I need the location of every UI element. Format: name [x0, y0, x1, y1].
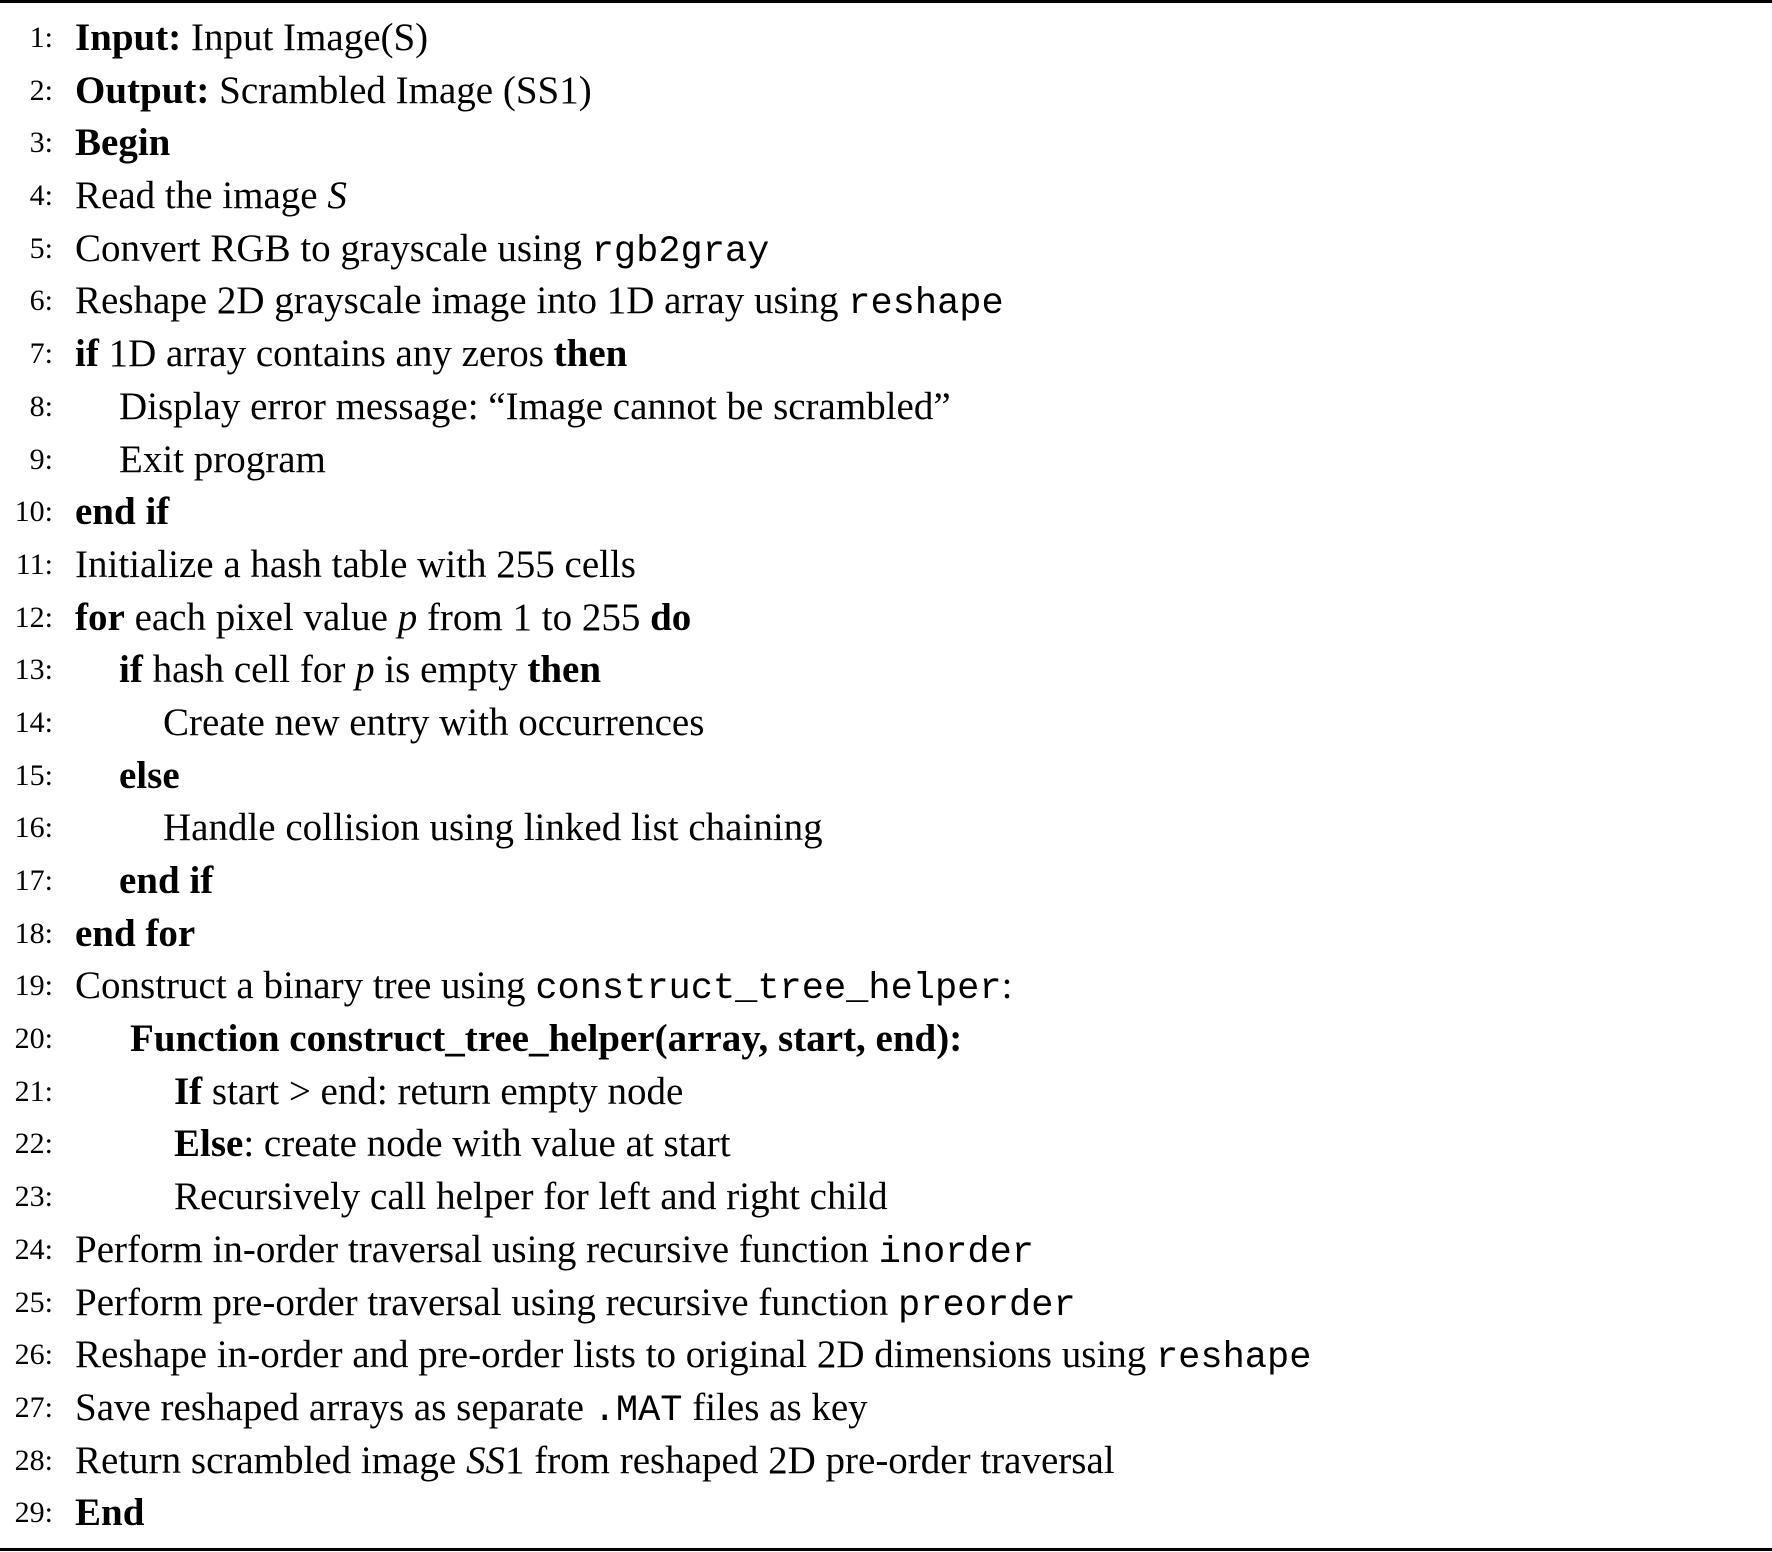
algorithm-line [0, 1277, 1772, 1330]
keyword: end if [119, 859, 214, 902]
algorithm-line [0, 170, 1772, 223]
line-number: 3: [29, 126, 53, 160]
text-segment: Read the image [75, 174, 328, 218]
algorithm-line [0, 275, 1772, 328]
line-text [75, 1224, 1034, 1280]
text-segment: Perform pre-order traversal using recursive function [75, 1280, 899, 1324]
text-segment: Convert RGB to grayscale using [75, 226, 592, 270]
line-text [75, 1487, 144, 1540]
algorithm-line [0, 1487, 1772, 1540]
text-segment: Recursively call helper for left and right child [174, 1175, 888, 1219]
line-text [119, 750, 180, 803]
line-number: 28: [14, 1443, 53, 1477]
algorithm-line [0, 1013, 1772, 1066]
text-segment: Perform in-order traversal using recursive function [75, 1227, 879, 1271]
algorithm-line [0, 65, 1772, 118]
line-text [119, 381, 951, 434]
math-variable: p [397, 595, 418, 639]
line-text [75, 223, 769, 279]
keyword: for [75, 595, 125, 639]
text-segment: Create new entry with occurrences [163, 700, 705, 744]
line-text [75, 65, 592, 118]
algorithm-line [0, 1224, 1772, 1277]
line-text [75, 12, 428, 65]
text-segment: Reshape in-order and pre-order lists to original 2D dimensions using [75, 1333, 1156, 1377]
line-number: 27: [14, 1390, 53, 1424]
algorithm-line [0, 117, 1772, 170]
text-segment: hash cell for [142, 648, 356, 692]
keyword: if [75, 332, 99, 376]
line-number: 20: [14, 1022, 53, 1056]
line-number: 5: [29, 231, 53, 265]
algorithm-line [0, 592, 1772, 645]
line-text [75, 117, 170, 170]
line-number: 12: [14, 600, 53, 634]
line-number: 10: [14, 495, 53, 529]
line-number: 1: [29, 21, 53, 54]
keyword: then [553, 332, 628, 376]
math-variable: S [327, 174, 347, 218]
line-number: 22: [14, 1127, 53, 1161]
keyword: Input: [75, 16, 182, 59]
line-text [119, 644, 601, 697]
code-identifier: reshape [848, 283, 1004, 326]
line-number: 21: [14, 1074, 53, 1108]
line-text [75, 486, 169, 539]
algorithm-line [0, 223, 1772, 276]
keyword: End [75, 1491, 145, 1535]
line-number: 17: [14, 864, 53, 897]
code-identifier: rgb2gray [591, 230, 770, 273]
line-text [75, 960, 1012, 1016]
algorithm-line [0, 486, 1772, 539]
algorithm-line [0, 1118, 1772, 1171]
line-number: 13: [14, 653, 53, 687]
line-number: 14: [14, 705, 53, 739]
algorithm-line [0, 644, 1772, 697]
line-text [75, 1329, 1311, 1385]
line-text [75, 1382, 868, 1438]
line-number: 15: [14, 758, 53, 792]
line-number: 19: [14, 969, 53, 1003]
algorithm-block [0, 12, 1772, 1540]
line-number: 26: [14, 1338, 53, 1372]
text-segment: Reshape 2D grayscale image into 1D array using [75, 279, 849, 323]
keyword: Function construct_tree_helper(array, start, end): [130, 1017, 963, 1061]
keyword: end for [75, 911, 196, 955]
line-number: 16: [14, 811, 53, 845]
line-number: 18: [14, 916, 53, 950]
algorithm-line [0, 1382, 1772, 1435]
text-segment: 1D array contains any zeros [98, 332, 554, 376]
text-segment: Input Image(S) [181, 16, 429, 59]
line-number: 24: [14, 1232, 53, 1266]
line-number: 4: [29, 179, 53, 213]
code-identifier: reshape [1155, 1337, 1312, 1380]
line-number: 6: [29, 284, 53, 318]
keyword: If [174, 1069, 203, 1113]
line-number: 2: [29, 73, 53, 107]
top-rule [0, 0, 1772, 3]
text-segment: Return scrambled image [75, 1438, 466, 1482]
code-identifier: construct_tree_helper [535, 968, 1002, 1011]
text-segment: 1 from reshaped 2D pre-order traversal [504, 1438, 1115, 1482]
line-text [75, 170, 347, 223]
algorithm-line [0, 12, 1772, 65]
code-identifier: preorder [898, 1284, 1076, 1327]
line-text [75, 908, 195, 961]
algorithm-line [0, 750, 1772, 803]
line-number: 23: [14, 1180, 53, 1214]
text-segment: : [1001, 964, 1013, 1008]
algorithm-line [0, 381, 1772, 434]
line-number: 9: [29, 442, 53, 476]
text-segment: Scrambled Image (SS1) [209, 68, 592, 112]
line-text [75, 328, 627, 381]
text-segment: Display error message: “Image cannot be scrambled” [119, 384, 951, 428]
keyword: else [119, 753, 180, 797]
line-text [119, 855, 213, 908]
line-number: 7: [29, 337, 53, 371]
line-text [75, 592, 691, 645]
algorithm-line [0, 697, 1772, 750]
line-text [75, 1435, 1115, 1488]
algorithm-line [0, 855, 1772, 908]
line-text [75, 539, 636, 592]
text-segment: each pixel value [124, 595, 398, 639]
line-text [174, 1171, 888, 1224]
text-segment: Handle collision using linked list chaining [163, 806, 823, 850]
algorithm-line [0, 1171, 1772, 1224]
line-text [75, 275, 1004, 331]
line-number: 29: [14, 1496, 53, 1530]
algorithm-line [0, 1329, 1772, 1382]
keyword: then [527, 648, 602, 692]
line-number: 8: [29, 389, 53, 423]
text-segment: files as key [682, 1385, 868, 1429]
text-segment: from 1 to 255 [417, 595, 651, 639]
line-text [119, 434, 326, 487]
algorithm-line [0, 434, 1772, 487]
line-text [163, 697, 704, 750]
math-variable: SS [465, 1438, 505, 1482]
text-segment: is empty [374, 648, 528, 692]
text-segment: Construct a binary tree using [75, 964, 536, 1008]
keyword: Else [174, 1122, 244, 1166]
algorithm-line [0, 1435, 1772, 1488]
algorithm-line [0, 328, 1772, 381]
code-identifier: .MAT [593, 1389, 683, 1432]
algorithm-line [0, 960, 1772, 1013]
keyword: Output: [75, 68, 210, 112]
line-number: 11: [15, 547, 53, 581]
algorithm-line [0, 908, 1772, 961]
keyword: if [119, 648, 143, 692]
line-text [174, 1118, 731, 1171]
text-segment: Initialize a hash table with 255 cells [75, 542, 636, 586]
math-variable: p [355, 648, 375, 692]
text-segment: Save reshaped arrays as separate [75, 1385, 594, 1429]
algorithm-line [0, 802, 1772, 855]
text-segment: start > end: return empty node [202, 1069, 684, 1113]
keyword: Begin [75, 121, 171, 165]
line-text [174, 1066, 683, 1119]
line-text [130, 1013, 962, 1066]
code-identifier: inorder [878, 1231, 1034, 1274]
line-text [163, 802, 823, 855]
algorithm-line [0, 539, 1772, 592]
bottom-rule [0, 1548, 1772, 1551]
algorithm-line [0, 1066, 1772, 1119]
line-number: 25: [14, 1285, 53, 1319]
text-segment: Exit program [119, 437, 326, 481]
keyword: do [650, 595, 692, 639]
keyword: end if [75, 490, 170, 534]
text-segment: : create node with value at start [243, 1122, 731, 1166]
line-text [75, 1277, 1076, 1333]
